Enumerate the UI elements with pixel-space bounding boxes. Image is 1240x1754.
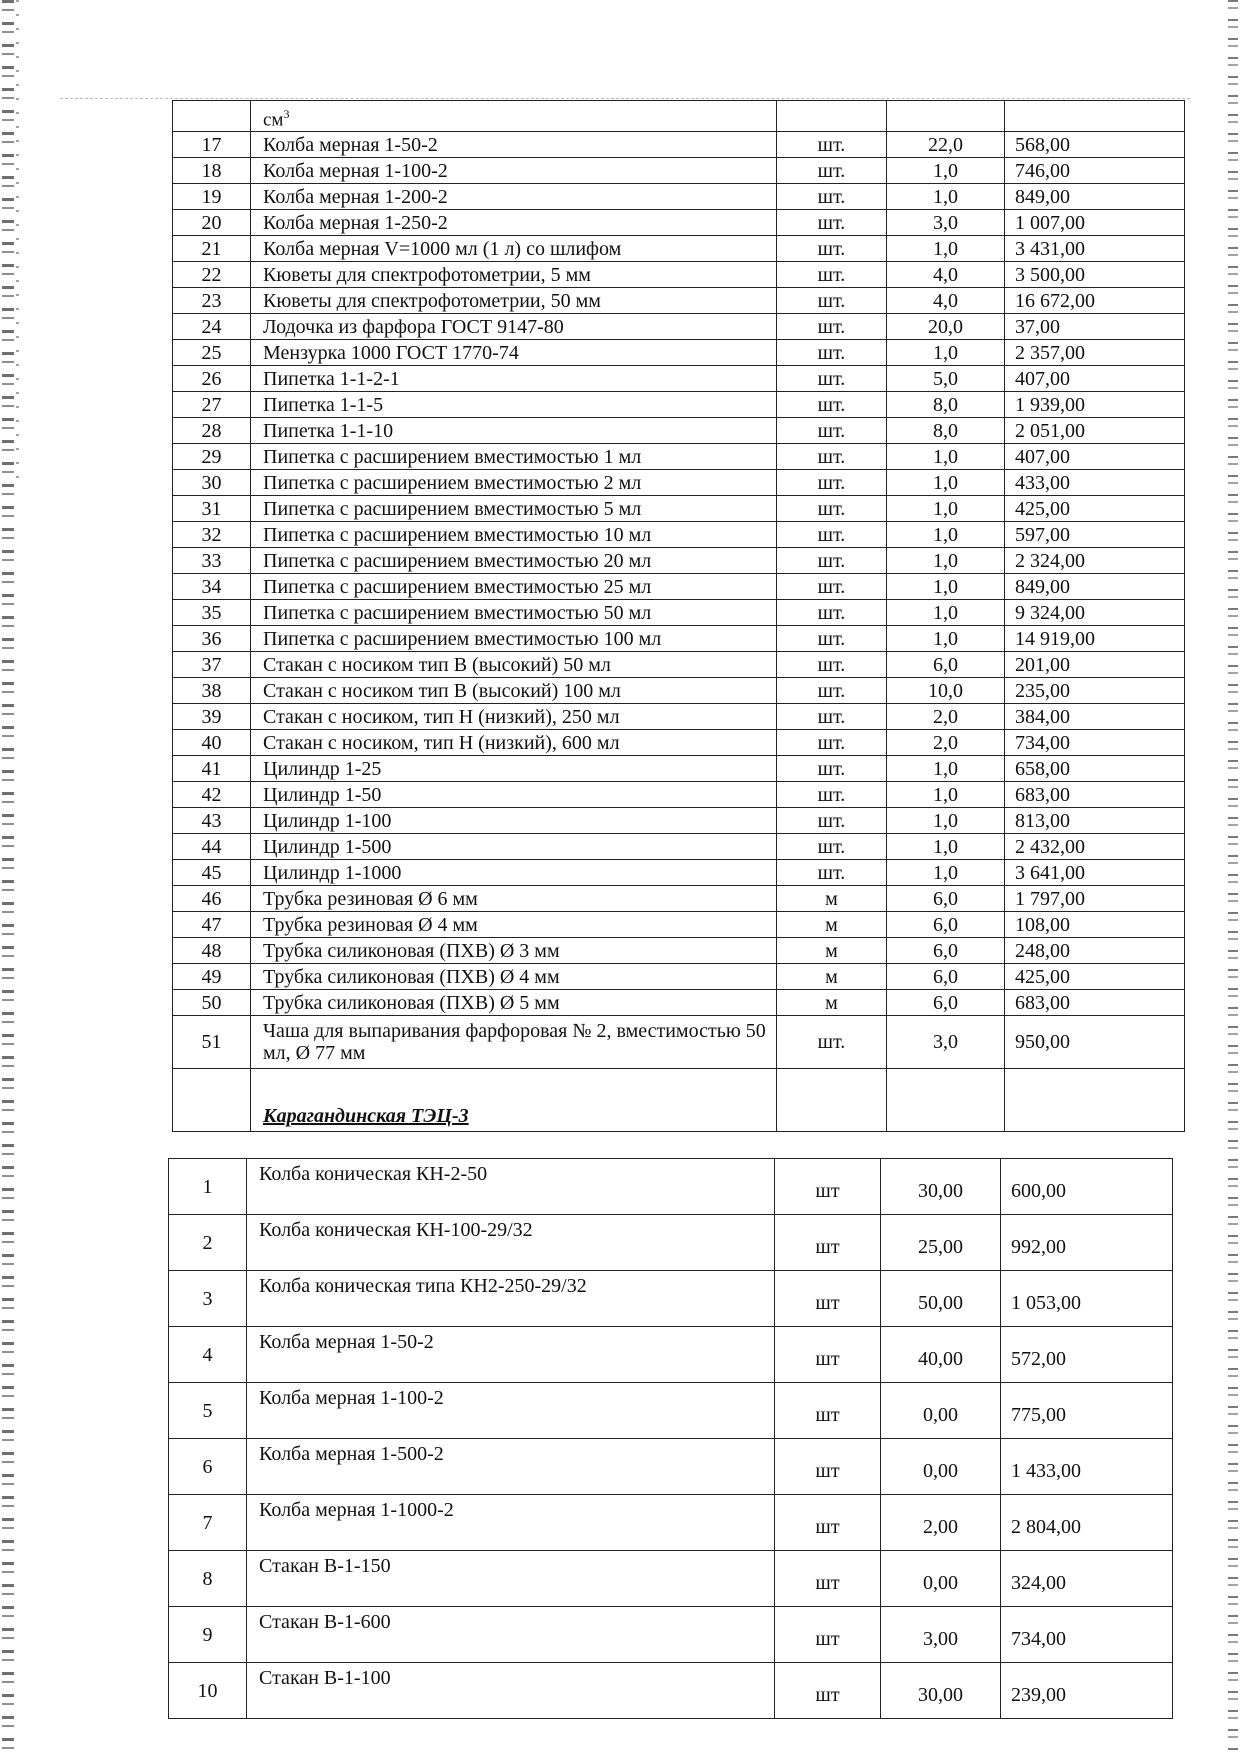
- item-name: Пипетка с расширением вместимостью 25 мл: [251, 574, 777, 600]
- row-number: 45: [173, 860, 251, 886]
- item-name: Трубка силиконовая (ПХВ) Ø 4 мм: [251, 964, 777, 990]
- item-unit: м: [777, 912, 887, 938]
- table-row: [169, 1383, 1173, 1439]
- item-qty: 6,0: [887, 938, 1005, 964]
- item-price: 3 641,00: [1005, 860, 1185, 886]
- table-row: [169, 1663, 1173, 1719]
- item-qty: 25,00: [881, 1215, 1001, 1271]
- item-unit: шт.: [777, 808, 887, 834]
- item-unit: шт.: [777, 262, 887, 288]
- item-unit: шт: [775, 1551, 881, 1607]
- scan-edge-right: [1228, 0, 1238, 1754]
- table-row: [173, 652, 1185, 678]
- row-number: 18: [173, 158, 251, 184]
- table-row: [173, 470, 1185, 496]
- item-price: 2 324,00: [1005, 548, 1185, 574]
- item-unit: шт.: [777, 834, 887, 860]
- empty-cell: [887, 1069, 1005, 1132]
- row-number: 46: [173, 886, 251, 912]
- row-number: 43: [173, 808, 251, 834]
- table-row: [173, 1016, 1185, 1069]
- item-price: 3 500,00: [1005, 262, 1185, 288]
- row-number: 17: [173, 132, 251, 158]
- row-number: 6: [169, 1439, 247, 1495]
- item-qty: 30,00: [881, 1663, 1001, 1719]
- item-qty: 2,0: [887, 704, 1005, 730]
- item-price: 683,00: [1005, 782, 1185, 808]
- row-number: 47: [173, 912, 251, 938]
- table-row: [173, 886, 1185, 912]
- item-qty: 0,00: [881, 1551, 1001, 1607]
- item-price: 433,00: [1005, 470, 1185, 496]
- row-number: 9: [169, 1607, 247, 1663]
- item-qty: 22,0: [887, 132, 1005, 158]
- item-name: Колба коническая КН-100-29/32: [247, 1215, 775, 1271]
- item-price: 734,00: [1001, 1607, 1173, 1663]
- item-price: 2 804,00: [1001, 1495, 1173, 1551]
- row-number: 20: [173, 210, 251, 236]
- table-row: [173, 184, 1185, 210]
- item-price: 1 007,00: [1005, 210, 1185, 236]
- item-name: Чаша для выпаривания фарфоровая № 2, вместимостью 50 мл, Ø 77 мм: [251, 1016, 777, 1069]
- item-qty: 6,0: [887, 912, 1005, 938]
- scan-edge-left: [2, 0, 14, 1754]
- items-table-section: [168, 1158, 1173, 1719]
- row-number: 7: [169, 1495, 247, 1551]
- item-unit: шт: [775, 1383, 881, 1439]
- item-name: Колба мерная 1-200-2: [251, 184, 777, 210]
- item-price: [1005, 101, 1185, 132]
- item-price: 572,00: [1001, 1327, 1173, 1383]
- item-price: 1 939,00: [1005, 392, 1185, 418]
- item-unit: шт.: [777, 548, 887, 574]
- item-qty: 20,0: [887, 314, 1005, 340]
- item-name: Пипетка с расширением вместимостью 1 мл: [251, 444, 777, 470]
- item-qty: 1,0: [887, 626, 1005, 652]
- row-number: 24: [173, 314, 251, 340]
- item-name: Стакан В-1-150: [247, 1551, 775, 1607]
- item-unit: шт: [775, 1663, 881, 1719]
- row-number: 27: [173, 392, 251, 418]
- item-price: 16 672,00: [1005, 288, 1185, 314]
- item-price: 1 433,00: [1001, 1439, 1173, 1495]
- items-table-main-body: [173, 101, 1185, 1132]
- item-qty: 1,0: [887, 522, 1005, 548]
- table-row: [173, 730, 1185, 756]
- table-row: [173, 522, 1185, 548]
- row-number: 40: [173, 730, 251, 756]
- empty-cell: [1005, 1069, 1185, 1132]
- item-price: 235,00: [1005, 678, 1185, 704]
- item-unit: шт.: [777, 210, 887, 236]
- item-name: Трубка резиновая Ø 4 мм: [251, 912, 777, 938]
- item-unit: шт.: [777, 470, 887, 496]
- table-row: [173, 860, 1185, 886]
- item-unit: шт: [775, 1439, 881, 1495]
- item-price: 813,00: [1005, 808, 1185, 834]
- item-unit: шт.: [777, 236, 887, 262]
- row-number: 33: [173, 548, 251, 574]
- row-number: 36: [173, 626, 251, 652]
- item-qty: 3,0: [887, 210, 1005, 236]
- row-number: 49: [173, 964, 251, 990]
- item-name: Колба мерная 1-50-2: [251, 132, 777, 158]
- row-number: 34: [173, 574, 251, 600]
- table-row: [169, 1495, 1173, 1551]
- row-number: [173, 101, 251, 132]
- unit-superscript: 3: [283, 106, 290, 121]
- row-number: 3: [169, 1271, 247, 1327]
- item-unit: шт.: [777, 496, 887, 522]
- item-qty: 1,0: [887, 860, 1005, 886]
- item-name: Кюветы для спектрофотометрии, 50 мм: [251, 288, 777, 314]
- item-unit: шт: [775, 1215, 881, 1271]
- item-unit: шт.: [777, 652, 887, 678]
- item-price: 3 431,00: [1005, 236, 1185, 262]
- row-number: [173, 1069, 251, 1132]
- item-unit: шт: [775, 1159, 881, 1215]
- item-name: Колба коническая типа КН2-250-29/32: [247, 1271, 775, 1327]
- table-row: [169, 1327, 1173, 1383]
- item-name: Пипетка 1-1-10: [251, 418, 777, 444]
- table-row: [173, 392, 1185, 418]
- section-title: Карагандинская ТЭЦ-3: [251, 1069, 777, 1132]
- item-unit: шт.: [777, 522, 887, 548]
- table-row: [173, 990, 1185, 1016]
- item-unit: шт: [775, 1271, 881, 1327]
- item-unit: шт.: [777, 288, 887, 314]
- item-price: 992,00: [1001, 1215, 1173, 1271]
- item-name: Стакан с носиком тип В (высокий) 100 мл: [251, 678, 777, 704]
- item-unit: шт.: [777, 340, 887, 366]
- item-name: Пипетка 1-1-5: [251, 392, 777, 418]
- row-number: 19: [173, 184, 251, 210]
- item-qty: 1,0: [887, 444, 1005, 470]
- item-price: 201,00: [1005, 652, 1185, 678]
- item-qty: 6,0: [887, 964, 1005, 990]
- item-unit: шт.: [777, 860, 887, 886]
- unit-text: см: [263, 109, 284, 130]
- table-row: [173, 912, 1185, 938]
- row-number: 5: [169, 1383, 247, 1439]
- row-number: 25: [173, 340, 251, 366]
- row-number: 4: [169, 1327, 247, 1383]
- item-name: Цилиндр 1-25: [251, 756, 777, 782]
- item-qty: 2,00: [881, 1495, 1001, 1551]
- item-name: Колба коническая КН-2-50: [247, 1159, 775, 1215]
- item-price: 14 919,00: [1005, 626, 1185, 652]
- item-qty: 1,0: [887, 496, 1005, 522]
- item-unit: шт.: [777, 678, 887, 704]
- item-price: 658,00: [1005, 756, 1185, 782]
- item-qty: 1,0: [887, 574, 1005, 600]
- item-qty: 1,0: [887, 756, 1005, 782]
- item-qty: 3,00: [881, 1607, 1001, 1663]
- item-unit: шт: [775, 1495, 881, 1551]
- table-row: [173, 418, 1185, 444]
- item-unit: шт.: [777, 158, 887, 184]
- row-number: 21: [173, 236, 251, 262]
- item-qty: 0,00: [881, 1439, 1001, 1495]
- row-number: 41: [173, 756, 251, 782]
- item-qty: 40,00: [881, 1327, 1001, 1383]
- item-price: 683,00: [1005, 990, 1185, 1016]
- item-unit: м: [777, 990, 887, 1016]
- item-price: 849,00: [1005, 574, 1185, 600]
- item-qty: 1,0: [887, 236, 1005, 262]
- table-row: [173, 600, 1185, 626]
- scan-top-line: [60, 98, 1190, 99]
- table-row: [173, 496, 1185, 522]
- item-qty: 1,0: [887, 808, 1005, 834]
- empty-cell: [777, 1069, 887, 1132]
- item-qty: 6,0: [887, 990, 1005, 1016]
- table-row: [173, 444, 1185, 470]
- item-name: Колба мерная 1-500-2: [247, 1439, 775, 1495]
- item-unit: шт.: [777, 600, 887, 626]
- item-name: Пипетка с расширением вместимостью 2 мл: [251, 470, 777, 496]
- row-number: 30: [173, 470, 251, 496]
- item-price: 2 051,00: [1005, 418, 1185, 444]
- table-row: [173, 808, 1185, 834]
- item-name: Кюветы для спектрофотометрии, 5 мм: [251, 262, 777, 288]
- item-name: Пипетка с расширением вместимостью 5 мл: [251, 496, 777, 522]
- item-name: [251, 101, 777, 132]
- scan-edge-left-marks: [16, 0, 19, 480]
- table-row: [173, 938, 1185, 964]
- row-number: 29: [173, 444, 251, 470]
- item-unit: шт.: [777, 132, 887, 158]
- item-name: Цилиндр 1-100: [251, 808, 777, 834]
- item-qty: 1,0: [887, 470, 1005, 496]
- table-row: [173, 574, 1185, 600]
- item-price: 248,00: [1005, 938, 1185, 964]
- item-price: 9 324,00: [1005, 600, 1185, 626]
- item-price: 746,00: [1005, 158, 1185, 184]
- item-qty: 1,0: [887, 600, 1005, 626]
- item-price: 2 357,00: [1005, 340, 1185, 366]
- item-price: 239,00: [1001, 1663, 1173, 1719]
- item-qty: 1,0: [887, 158, 1005, 184]
- item-unit: м: [777, 938, 887, 964]
- table-row: [173, 101, 1185, 132]
- row-number: 48: [173, 938, 251, 964]
- item-name: Лодочка из фарфора ГОСТ 9147-80: [251, 314, 777, 340]
- item-name: Мензурка 1000 ГОСТ 1770-74: [251, 340, 777, 366]
- item-unit: шт.: [777, 782, 887, 808]
- item-qty: 10,0: [887, 678, 1005, 704]
- item-unit: шт: [775, 1607, 881, 1663]
- table-row: [173, 626, 1185, 652]
- table-row: [173, 132, 1185, 158]
- item-price: 1 053,00: [1001, 1271, 1173, 1327]
- item-unit: м: [777, 964, 887, 990]
- item-price: 597,00: [1005, 522, 1185, 548]
- item-qty: 1,0: [887, 834, 1005, 860]
- table-row: [173, 236, 1185, 262]
- table-row: [173, 834, 1185, 860]
- item-price: 775,00: [1001, 1383, 1173, 1439]
- item-name: Пипетка с расширением вместимостью 10 мл: [251, 522, 777, 548]
- table-row: [173, 366, 1185, 392]
- item-name: Трубка резиновая Ø 6 мм: [251, 886, 777, 912]
- item-name: Цилиндр 1-50: [251, 782, 777, 808]
- row-number: 26: [173, 366, 251, 392]
- item-name: Колба мерная 1-1000-2: [247, 1495, 775, 1551]
- item-price: 568,00: [1005, 132, 1185, 158]
- item-qty: 4,0: [887, 288, 1005, 314]
- item-price: 2 432,00: [1005, 834, 1185, 860]
- item-qty: 1,0: [887, 340, 1005, 366]
- item-name: Колба мерная 1-250-2: [251, 210, 777, 236]
- item-name: Цилиндр 1-1000: [251, 860, 777, 886]
- table-row: [173, 964, 1185, 990]
- row-number: 37: [173, 652, 251, 678]
- table-row: [173, 678, 1185, 704]
- item-unit: м: [777, 886, 887, 912]
- item-name: Пипетка 1-1-2-1: [251, 366, 777, 392]
- row-number: 44: [173, 834, 251, 860]
- row-number: 50: [173, 990, 251, 1016]
- table-row: [169, 1159, 1173, 1215]
- table-row: [173, 548, 1185, 574]
- item-name: Стакан с носиком тип В (высокий) 50 мл: [251, 652, 777, 678]
- row-number: 51: [173, 1016, 251, 1069]
- item-price: 37,00: [1005, 314, 1185, 340]
- item-name: Колба мерная V=1000 мл (1 л) со шлифом: [251, 236, 777, 262]
- row-number: 1: [169, 1159, 247, 1215]
- row-number: 32: [173, 522, 251, 548]
- item-qty: 0,00: [881, 1383, 1001, 1439]
- item-name: Колба мерная 1-50-2: [247, 1327, 775, 1383]
- item-price: 384,00: [1005, 704, 1185, 730]
- row-number: 23: [173, 288, 251, 314]
- table-row: [169, 1551, 1173, 1607]
- item-unit: [777, 101, 887, 132]
- item-qty: 8,0: [887, 392, 1005, 418]
- item-qty: 1,0: [887, 548, 1005, 574]
- table-row: [173, 340, 1185, 366]
- items-table-main: [172, 100, 1185, 1132]
- item-qty: 6,0: [887, 886, 1005, 912]
- row-number: 42: [173, 782, 251, 808]
- item-unit: шт.: [777, 444, 887, 470]
- item-price: 425,00: [1005, 496, 1185, 522]
- item-name: Колба мерная 1-100-2: [247, 1383, 775, 1439]
- item-name: Пипетка с расширением вместимостью 50 мл: [251, 600, 777, 626]
- item-qty: 6,0: [887, 652, 1005, 678]
- table-row: [169, 1607, 1173, 1663]
- item-qty: 2,0: [887, 730, 1005, 756]
- item-unit: шт.: [777, 574, 887, 600]
- row-number: 10: [169, 1663, 247, 1719]
- item-qty: [887, 101, 1005, 132]
- item-price: 108,00: [1005, 912, 1185, 938]
- row-number: 31: [173, 496, 251, 522]
- item-price: 950,00: [1005, 1016, 1185, 1069]
- item-unit: шт.: [777, 418, 887, 444]
- table-row: [173, 210, 1185, 236]
- item-name: Стакан В-1-600: [247, 1607, 775, 1663]
- item-name: Стакан В-1-100: [247, 1663, 775, 1719]
- table-row: [173, 704, 1185, 730]
- row-number: 22: [173, 262, 251, 288]
- item-unit: шт.: [777, 184, 887, 210]
- row-number: 38: [173, 678, 251, 704]
- table-row: [169, 1215, 1173, 1271]
- item-qty: 4,0: [887, 262, 1005, 288]
- items-table-section-body: [169, 1159, 1173, 1719]
- item-unit: шт.: [777, 314, 887, 340]
- item-name: Цилиндр 1-500: [251, 834, 777, 860]
- item-price: 425,00: [1005, 964, 1185, 990]
- item-qty: 3,0: [887, 1016, 1005, 1069]
- item-price: 407,00: [1005, 366, 1185, 392]
- item-name: Стакан с носиком, тип Н (низкий), 250 мл: [251, 704, 777, 730]
- item-price: 324,00: [1001, 1551, 1173, 1607]
- table-row: [173, 158, 1185, 184]
- row-number: 8: [169, 1551, 247, 1607]
- table-row: [173, 288, 1185, 314]
- table-row: [173, 314, 1185, 340]
- item-unit: шт.: [777, 730, 887, 756]
- table-row: [173, 756, 1185, 782]
- table-row: [169, 1439, 1173, 1495]
- row-number: 28: [173, 418, 251, 444]
- item-name: Пипетка с расширением вместимостью 100 мл: [251, 626, 777, 652]
- item-name: Колба мерная 1-100-2: [251, 158, 777, 184]
- item-name: Пипетка с расширением вместимостью 20 мл: [251, 548, 777, 574]
- row-number: 35: [173, 600, 251, 626]
- item-unit: шт.: [777, 626, 887, 652]
- item-name: Трубка силиконовая (ПХВ) Ø 5 мм: [251, 990, 777, 1016]
- item-qty: 8,0: [887, 418, 1005, 444]
- item-unit: шт: [775, 1327, 881, 1383]
- item-price: 734,00: [1005, 730, 1185, 756]
- table-row: [169, 1271, 1173, 1327]
- item-price: 1 797,00: [1005, 886, 1185, 912]
- item-price: 849,00: [1005, 184, 1185, 210]
- item-unit: шт.: [777, 1016, 887, 1069]
- table-row: [173, 262, 1185, 288]
- item-qty: 30,00: [881, 1159, 1001, 1215]
- item-unit: шт.: [777, 704, 887, 730]
- row-number: 39: [173, 704, 251, 730]
- item-qty: 50,00: [881, 1271, 1001, 1327]
- item-price: 407,00: [1005, 444, 1185, 470]
- item-unit: шт.: [777, 366, 887, 392]
- item-qty: 1,0: [887, 782, 1005, 808]
- row-number: 2: [169, 1215, 247, 1271]
- item-name: Стакан с носиком, тип Н (низкий), 600 мл: [251, 730, 777, 756]
- item-unit: шт.: [777, 756, 887, 782]
- item-qty: 1,0: [887, 184, 1005, 210]
- item-name: Трубка силиконовая (ПХВ) Ø 3 мм: [251, 938, 777, 964]
- item-unit: шт.: [777, 392, 887, 418]
- table-row: [173, 782, 1185, 808]
- section-header-row: [173, 1069, 1185, 1132]
- item-price: 600,00: [1001, 1159, 1173, 1215]
- item-qty: 5,0: [887, 366, 1005, 392]
